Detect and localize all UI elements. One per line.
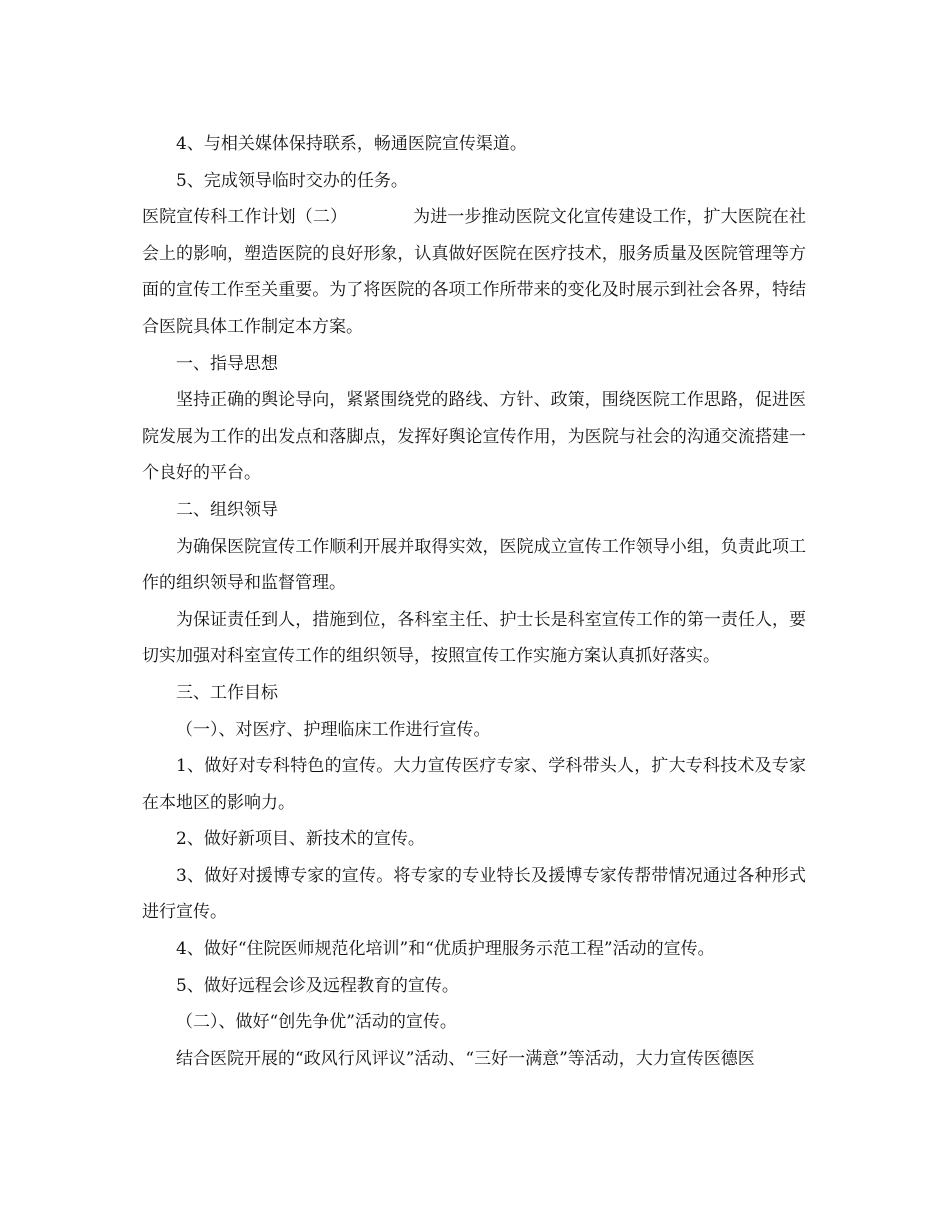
paragraph-campaign-activities: 结合医院开展的“政风行风评议”活动、“三好一满意”等活动，大力宣传医德医 bbox=[176, 1048, 755, 1069]
section-heading: 医院宣传科工作计划（二） bbox=[142, 207, 348, 228]
paragraph-item-4: 4、与相关媒体保持联系，畅通医院宣传渠道。 bbox=[176, 134, 527, 154]
section-intro-paragraph bbox=[142, 199, 806, 345]
paragraph-responsibility: 为保证责任到人，措施到位，各科室主任、护士长是科室宣传工作的第一责任人，要切实加强对科室宣传工作的组织领导，按照宣传工作实施方案认真抓好落实。 bbox=[142, 609, 806, 667]
section-intro-text: 为进一步推动医院文化宣传建设工作，扩大医院在社会上的影响，塑造医院的良好形象，认真做好医院在医疗技术，服务质量及医院管理等方面的宣传工作至关重要。为了将医院的各项工作所带来的变化及时展示到社会各界，特结合医院具体工作制定本方案。 bbox=[142, 207, 807, 337]
heading-work-goals: 三、工作目标 bbox=[176, 682, 278, 703]
paragraph-guiding-ideology: 坚持正确的舆论导向，紧紧围绕党的路线、方针、政策，围绕医院工作思路，促进医院发展为工作的出发点和落脚点，发挥好舆论宣传作用，为医院与社会的沟通交流搭建一个良好的平台。 bbox=[142, 390, 806, 484]
heading-organization-leadership: 二、组织领导 bbox=[176, 499, 278, 520]
goal-item-3: 3、做好对援博专家的宣传。将专家的专业特长及援博专家传帮带情况通过各种形式进行宣传。 bbox=[142, 865, 806, 923]
goal-item-4: 4、做好“住院医师规范化培训”和“优质护理服务示范工程”活动的宣传。 bbox=[176, 939, 715, 960]
heading-guiding-ideology: 一、指导思想 bbox=[176, 353, 278, 374]
goal-item-1: 1、做好对专科特色的宣传。大力宣传医疗专家、学科带头人，扩大专科技术及专家在本地区的影响力。 bbox=[142, 756, 806, 813]
goal-item-2: 2、做好新项目、新技术的宣传。 bbox=[176, 829, 425, 850]
goal-item-5: 5、做好远程会诊及远程教育的宣传。 bbox=[176, 975, 459, 996]
paragraph-leadership-group: 为确保医院宣传工作顺利开展并取得实效，医院成立宣传工作领导小组，负责此项工作的组织领导和监督管理。 bbox=[142, 536, 806, 594]
document-body bbox=[142, 126, 806, 1077]
subheading-clinical-publicity: （一）、对医疗、护理临床工作进行宣传。 bbox=[176, 719, 491, 740]
subheading-excellence-campaign: （二）、做好“创先争优”活动的宣传。 bbox=[176, 1012, 457, 1033]
paragraph-item-5: 5、完成领导临时交办的任务。 bbox=[176, 170, 408, 191]
